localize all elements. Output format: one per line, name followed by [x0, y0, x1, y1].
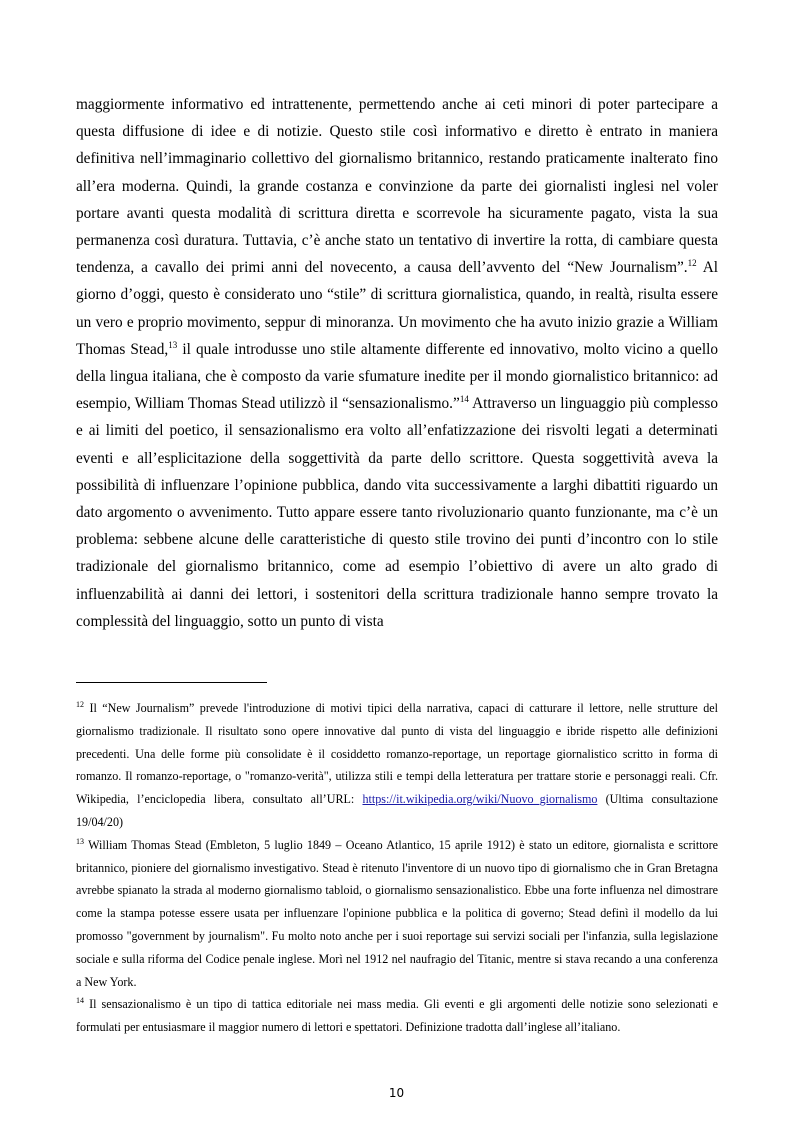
footnote-13	[76, 834, 718, 994]
body-segment: maggiormente informativo ed intrattenente, permettendo anche ai ceti minori di poter partecipare a questa diffusione di idee e di notizie. Questo stile così informativo e diretto è entrato in maniera definitiva nell’immaginario collettivo del giornalismo britannico, restando praticamente inalterato fino all’era moderna. Quindi, la grande costanza e convinzione da parte dei giornalisti inglesi nel voler portare avanti questa modalità di scrittura diretta e scorrevole ha sicuramente pagato, vista la sua permanenza così duratura. Tuttavia, c’è anche stato un tentativo di invertire la rotta, di cambiare questa tendenza, a cavallo dei primi anni del novecento, a causa dell’avvento del “New Journalism”.	[76, 96, 718, 277]
footnote-text: Il “New Journalism” prevede l'introduzione di motivi tipici della narrativa, capaci di catturare il lettore, nelle strutture del giornalismo tradizionale. Il risultato sono opere innovative dal punto di vista del linguaggio e ibride rispetto alle definizioni precedenti. Una delle forme più consolidate è il cosiddetto romanzo-reportage, un reportage giornalistico scritto in forma di romanzo. Il romanzo-reportage, o "romanzo-verità", utilizza stili e tempi della letteratura per trattare storie e personaggi reali. Cfr. Wikipedia, l’enciclopedia libera, consultato all’URL:	[76, 701, 718, 807]
body-text	[76, 91, 718, 635]
footnote-number: 14	[76, 996, 84, 1006]
footnote-number: 13	[76, 836, 84, 846]
footnote-ref-12[interactable]: 12	[687, 258, 697, 269]
footnote-text: William Thomas Stead (Embleton, 5 luglio 1849 – Oceano Atlantico, 15 aprile 1912) è stato un editore, giornalista e scrittore britannico, pioniere del giornalismo investigativo. Stead è ritenuto l'inventore di un nuovo tipo di giornalismo che in Gran Bretagna avrebbe spianato la strada al moderno giornalismo tabloid, o giornalismo sensazionalistico. Ebbe una forte influenza nel dimostrare come la stampa potesse essere usata per influenzare l'opinione pubblica e la politica di governo; Stead definì il modello da lui promosso "government by journalism". Fu molto noto anche per i suoi reportage sui servizi sociali per l'infanzia, sulla legislazione sociale e sulla riforma del Codice penale inglese. Morì nel 1912 nel naufragio del Titanic, mentre si stava recando a una conferenza a New York.	[76, 837, 718, 989]
footnote-text-after-link: (Ultima consultazione 19/04/20)	[76, 792, 718, 829]
footnotes	[76, 697, 718, 1039]
footnote-separator	[76, 682, 267, 683]
footnote-link[interactable]: https://it.wikipedia.org/wiki/Nuovo_giornalismo	[362, 792, 598, 807]
body-segment: Al giorno d’oggi, questo è considerato uno “stile” di scrittura giornalistica, quando, in realtà, risulta essere un vero e proprio movimento, seppur di minoranza. Un movimento che ha avuto inizio grazie a William Thomas Stead,	[76, 259, 718, 358]
footnote-text: Il sensazionalismo è un tipo di tattica editoriale nei mass media. Gli eventi e gli argomenti delle notizie sono selezionati e formulati per entusiasmare il maggior numero di lettori e spettatori. Definizione tradotta dall’inglese all’italiano.	[76, 997, 718, 1035]
footnote-14	[76, 993, 718, 1039]
footnote-ref-14[interactable]: 14	[459, 394, 469, 405]
footnote-ref-13[interactable]: 13	[168, 339, 178, 350]
body-segment: Attraverso un linguaggio più complesso e ai limiti del poetico, il sensazionalismo era volto all’enfatizzazione dei risvolti legati a determinati eventi e all’esplicitazione della soggettività da parte dello scrittore. Questa soggettività aveva la possibilità di influenzare l’opinione pubblica, dando vita successivamente a larghi dibattiti riguardo un dato argomento o avvenimento. Tutto appare essere tanto rivoluzionario quanto funzionante, ma c’è un problema: sebbene alcune delle caratteristiche di questo stile trovino dei punti d’incontro con lo stile tradizionale del giornalismo britannico, come ad esempio l’obiettivo di avere un alto grado di influenzabilità ai danni dei lettori, i sostenitori della scrittura tradizionale hanno sempre trovato la complessità del linguaggio, sotto un punto di vista	[76, 395, 718, 630]
main-paragraph	[76, 91, 718, 635]
body-segment: il quale introdusse uno stile altamente differente ed innovativo, molto vicino a quello della lingua italiana, che è composto da varie sfumature inedite per il mondo giornalistico britannico: ad esempio, William Thomas Stead utilizzò il “sensazionalismo.”	[76, 340, 718, 413]
footnote-number: 12	[76, 699, 84, 709]
footnote-12	[76, 697, 718, 834]
page-number: 10	[388, 1086, 405, 1100]
